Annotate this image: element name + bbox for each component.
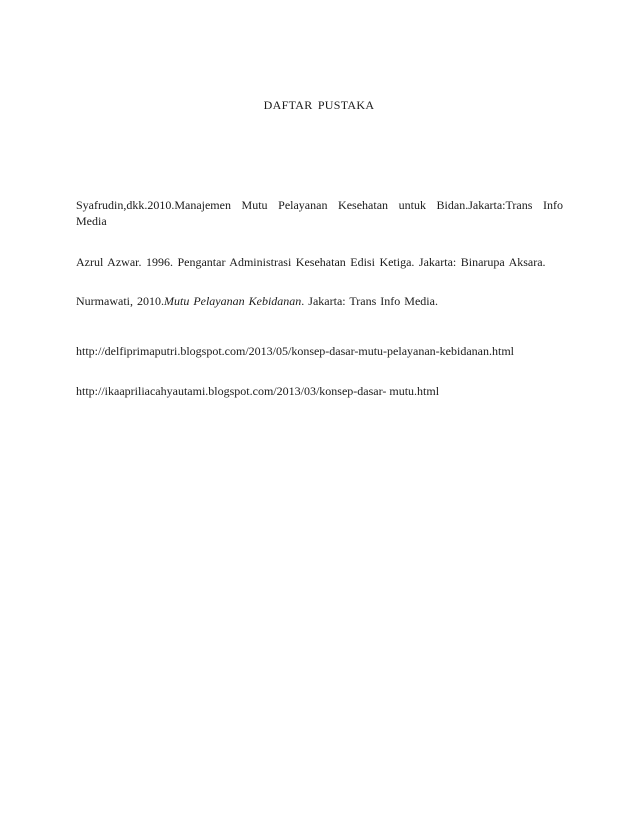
reference-book-title: Mutu Pelayanan Kebidanan	[163, 294, 302, 308]
reference-author-year: Nurmawati, 2010.	[76, 294, 164, 308]
reference-item	[76, 293, 563, 309]
page-title: DAFTAR PUSTAKA	[263, 98, 375, 112]
reference-publisher: . Jakarta: Trans Info Media.	[301, 294, 438, 308]
reference-url: http://ikaapriliacahyautami.blogspot.com/2013/03/konsep-dasar- mutu.html	[76, 384, 440, 398]
reference-url: http://delfiprimaputri.blogspot.com/2013/05/konsep-dasar-mutu-pelayanan-kebidanan.html	[76, 344, 514, 358]
reference-item: Azrul Azwar. 1996. Pengantar Administrasi Kesehatan Edisi Ketiga. Jakarta: Binarupa Aksara.	[76, 255, 546, 269]
reference-item: Syafrudin,dkk.2010.Manajemen Mutu Pelayanan Kesehatan untuk Bidan.Jakarta:Trans Info Media	[76, 198, 563, 228]
